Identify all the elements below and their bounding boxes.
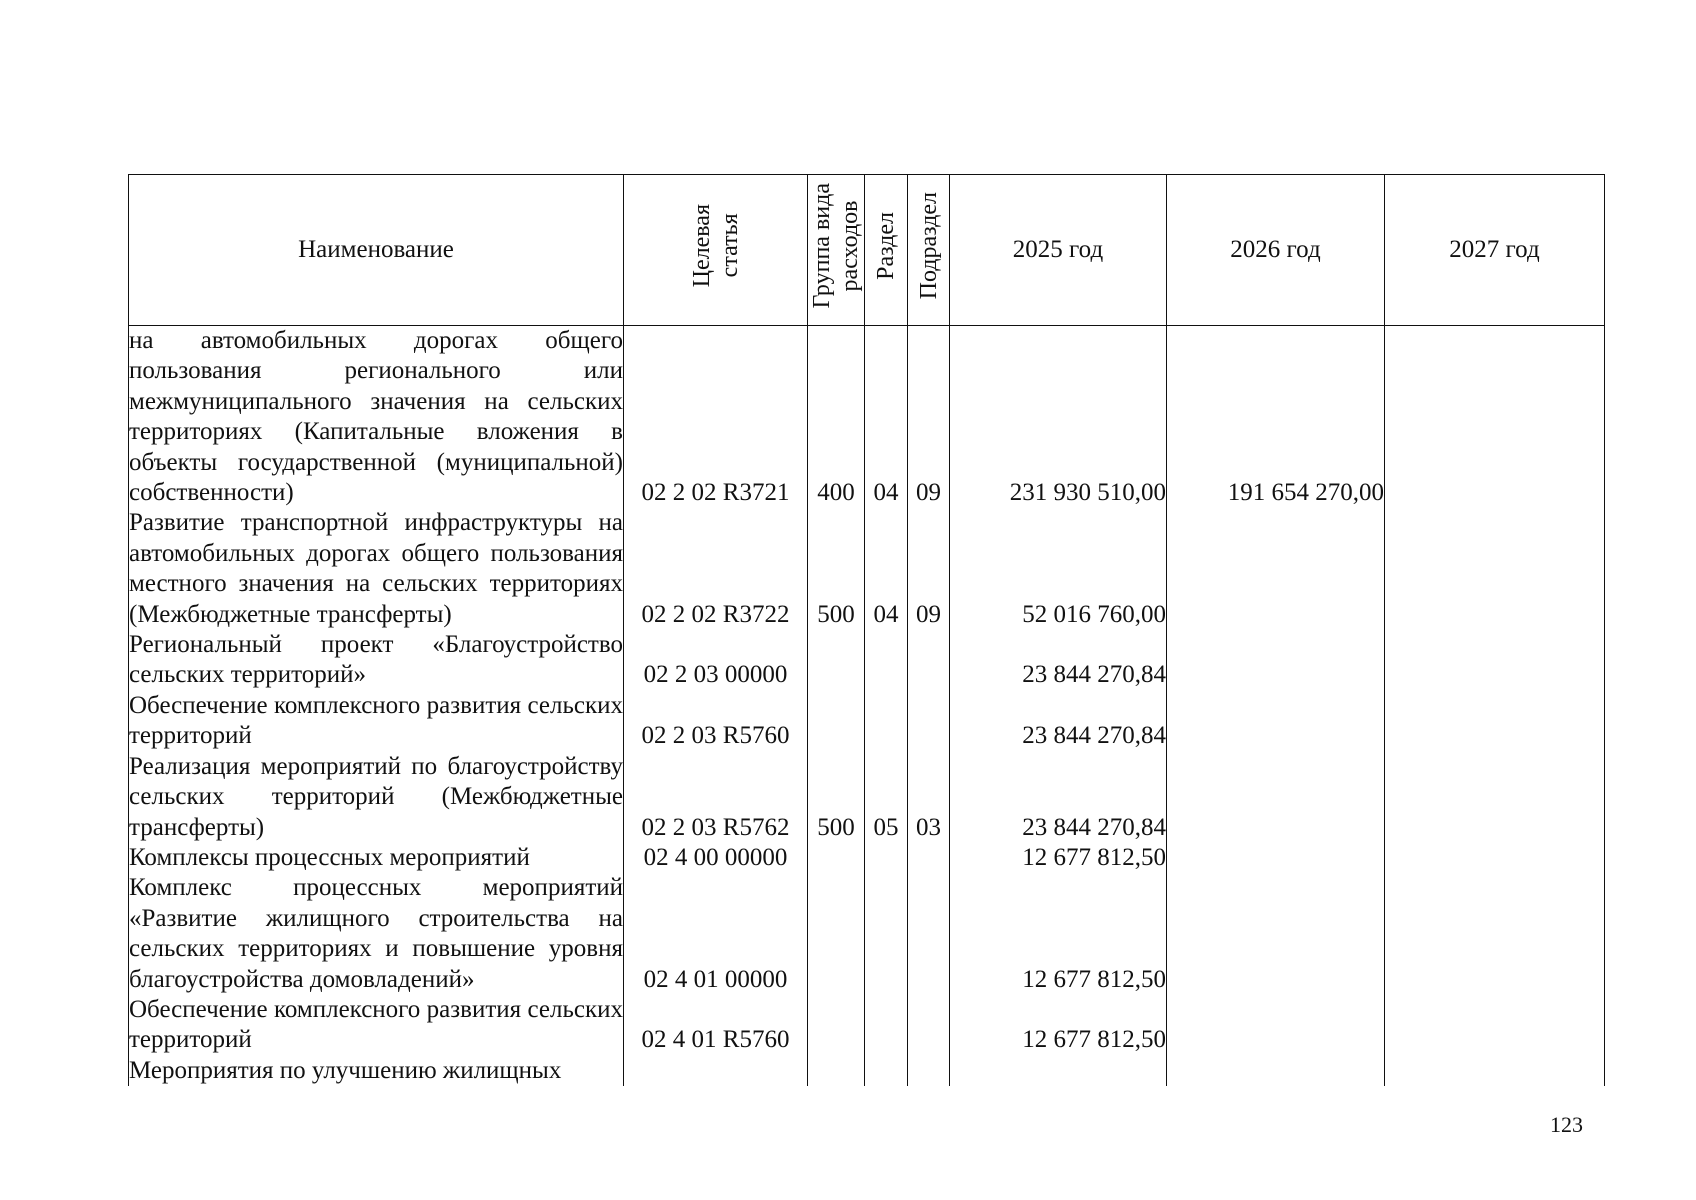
row-target-article: 02 4 01 R5760: [624, 995, 808, 1056]
row-amount-2025: 23 844 270,84: [950, 752, 1167, 843]
row-expense-group: 400: [808, 326, 865, 509]
row-section: 05: [865, 752, 908, 843]
table-row: [129, 873, 1605, 995]
row-amount-2026: [1167, 873, 1385, 995]
row-name: Обеспечение комплексного развития сельских территорий: [129, 691, 624, 752]
row-target-article: 02 4 00 00000: [624, 843, 808, 873]
row-section: [865, 691, 908, 752]
row-amount-2025: 12 677 812,50: [950, 873, 1167, 995]
row-subsection: [908, 995, 950, 1056]
row-name: Мероприятия по улучшению жилищных: [129, 1056, 624, 1086]
header-2027: 2027 год: [1385, 175, 1605, 326]
header-2026: 2026 год: [1167, 175, 1385, 326]
row-target-article: 02 2 03 R5760: [624, 691, 808, 752]
row-amount-2027: [1385, 995, 1605, 1056]
row-expense-group: [808, 995, 865, 1056]
row-name: Комплексы процессных мероприятий: [129, 843, 624, 873]
row-subsection: [908, 843, 950, 873]
header-name: Наименование: [129, 175, 624, 326]
row-name: на автомобильных дорогах общего пользования регионального или межмуниципального значения на сельских территориях (Капитальные вложения в объекты государственной (муниципальной) собственности): [129, 326, 624, 509]
row-section: 04: [865, 326, 908, 509]
row-amount-2027: [1385, 752, 1605, 843]
row-subsection: [908, 630, 950, 691]
row-amount-2026: [1167, 508, 1385, 630]
row-name: Региональный проект «Благоустройство сельских территорий»: [129, 630, 624, 691]
row-amount-2026: [1167, 752, 1385, 843]
row-amount-2027: [1385, 508, 1605, 630]
row-amount-2025: 23 844 270,84: [950, 630, 1167, 691]
row-expense-group: [808, 630, 865, 691]
row-amount-2027: [1385, 326, 1605, 509]
row-subsection: 03: [908, 752, 950, 843]
row-name: Комплекс процессных мероприятий «Развитие жилищного строительства на сельских территориях и повышение уровня благоустройства домовладений»: [129, 873, 624, 995]
row-target-article: 02 2 03 R5762: [624, 752, 808, 843]
row-amount-2027: [1385, 691, 1605, 752]
row-amount-2025: 12 677 812,50: [950, 843, 1167, 873]
table-row: [129, 508, 1605, 630]
row-section: [865, 630, 908, 691]
row-amount-2027: [1385, 630, 1605, 691]
table-row: [129, 691, 1605, 752]
row-amount-2027: [1385, 843, 1605, 873]
row-expense-group: [808, 691, 865, 752]
header-2025: 2025 год: [950, 175, 1167, 326]
budget-table: [128, 174, 1605, 1086]
header-expense-group: Группа вида расходов: [808, 175, 865, 326]
row-expense-group: [808, 873, 865, 995]
row-amount-2025: 12 677 812,50: [950, 995, 1167, 1056]
table-row: [129, 630, 1605, 691]
row-target-article: 02 2 02 R3721: [624, 326, 808, 509]
header-section: Раздел: [865, 175, 908, 326]
row-amount-2026: [1167, 995, 1385, 1056]
row-target-article: 02 2 02 R3722: [624, 508, 808, 630]
row-target-article: 02 4 01 00000: [624, 873, 808, 995]
row-amount-2026: [1167, 843, 1385, 873]
table-body: [129, 326, 1605, 1087]
row-section: [865, 995, 908, 1056]
row-amount-2025: 23 844 270,84: [950, 691, 1167, 752]
row-subsection: 09: [908, 508, 950, 630]
row-expense-group: 500: [808, 752, 865, 843]
header-target-article: Целевая статья: [624, 175, 808, 326]
row-subsection: [908, 691, 950, 752]
row-section: [865, 843, 908, 873]
row-target-article: 02 2 03 00000: [624, 630, 808, 691]
table-row: [129, 843, 1605, 873]
row-amount-2027: [1385, 873, 1605, 995]
row-amount-2025: 52 016 760,00: [950, 508, 1167, 630]
row-amount-2025: 231 930 510,00: [950, 326, 1167, 509]
header-subsection: Подраздел: [908, 175, 950, 326]
table-row: [129, 995, 1605, 1056]
row-name: Развитие транспортной инфраструктуры на автомобильных дорогах общего пользования местного значения на сельских территориях (Межбюджетные трансферты): [129, 508, 624, 630]
table-row-partial: [129, 1056, 1605, 1086]
row-subsection: 09: [908, 326, 950, 509]
row-subsection: [908, 873, 950, 995]
table-row: [129, 326, 1605, 509]
table-row: [129, 752, 1605, 843]
page-number: 123: [1550, 1112, 1583, 1137]
row-name: Обеспечение комплексного развития сельских территорий: [129, 995, 624, 1056]
row-amount-2026: 191 654 270,00: [1167, 326, 1385, 509]
table-header-row: [129, 175, 1605, 326]
row-name: Реализация мероприятий по благоустройству сельских территорий (Межбюджетные трансферты): [129, 752, 624, 843]
row-section: [865, 873, 908, 995]
row-expense-group: 500: [808, 508, 865, 630]
row-amount-2026: [1167, 691, 1385, 752]
row-expense-group: [808, 843, 865, 873]
row-section: 04: [865, 508, 908, 630]
row-amount-2026: [1167, 630, 1385, 691]
